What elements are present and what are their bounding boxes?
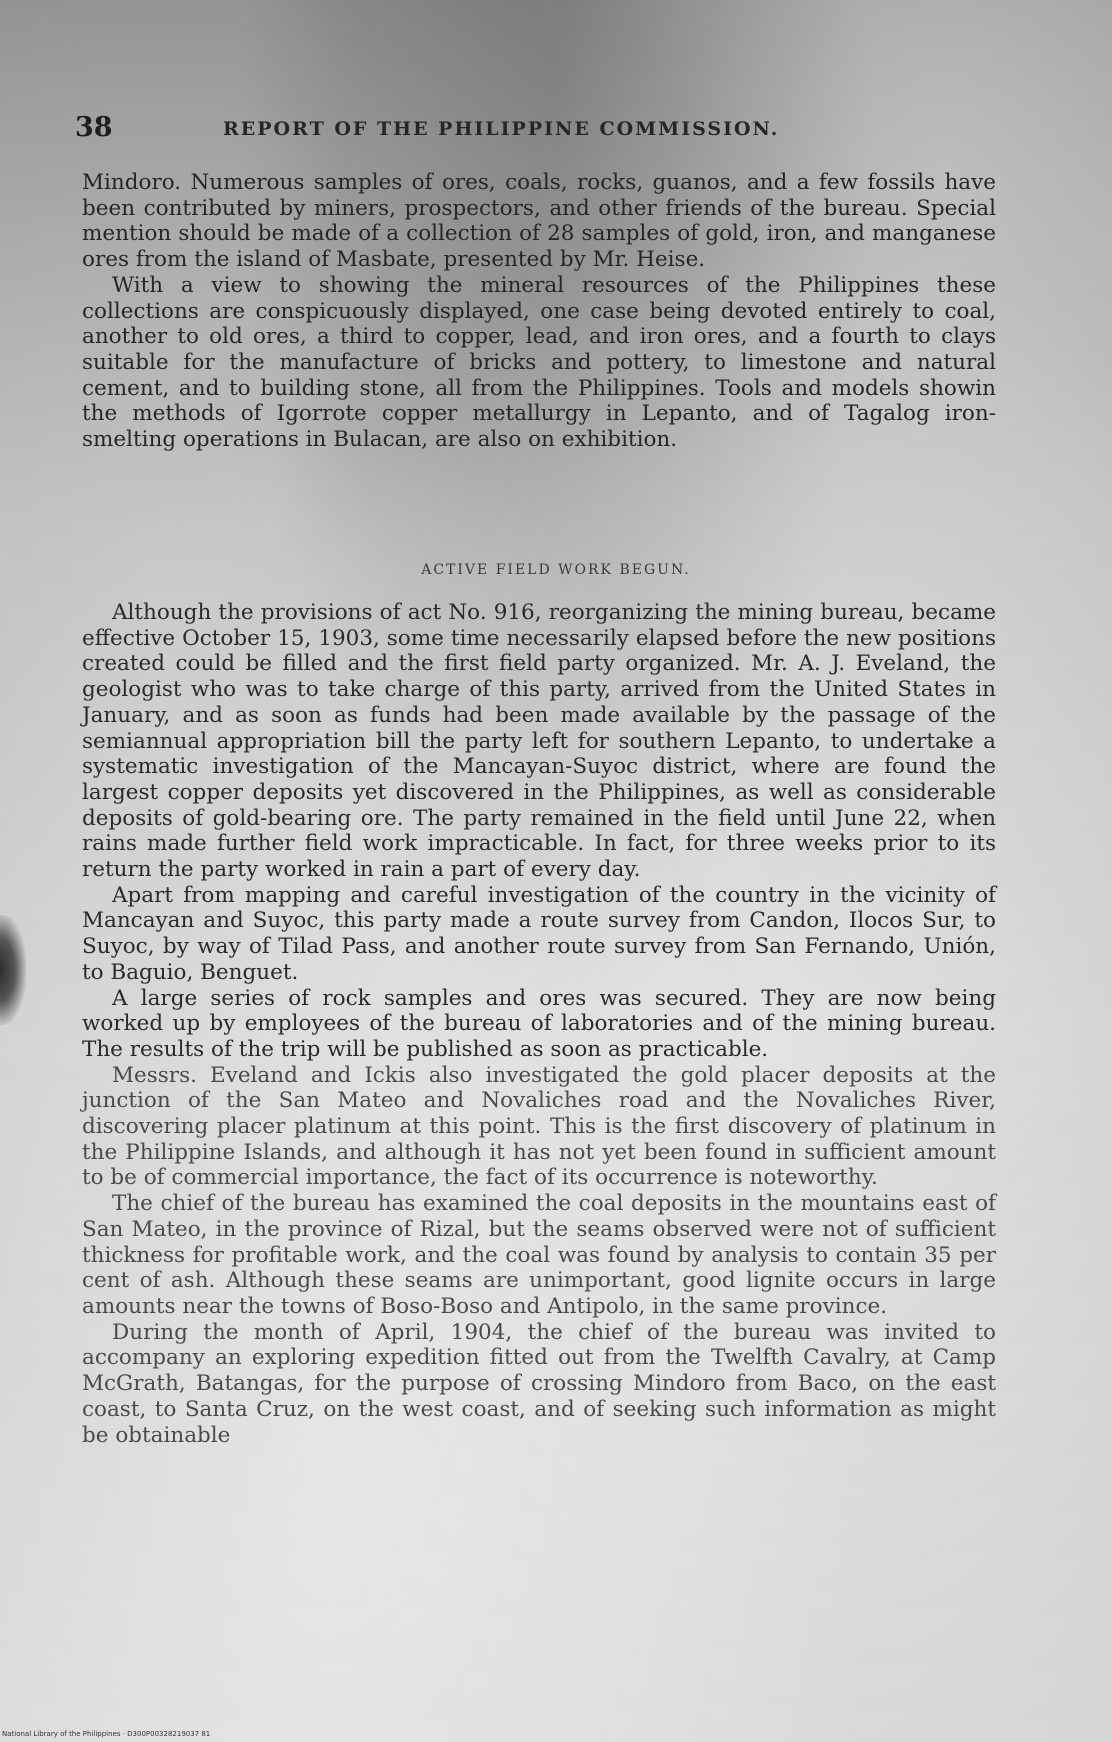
page-edge-blot [0,915,26,1025]
page-header [75,112,905,142]
paragraph: A large series of rock samples and ores was secured. They are now being worked up by employees of the bureau of laboratories and of the mining bureau. The results of the trip will be published as soon as practicable. [82,985,996,1062]
running-head: REPORT OF THE PHILIPPINE COMMISSION. [223,118,780,140]
text-block-main [82,600,996,1448]
text-block-top [82,170,996,453]
paragraph: Apart from mapping and careful investigation of the country in the vicinity of Mancayan and Suyoc, this party made a route survey from Candon, Ilocos Sur, to Suyoc, by way of Tilad Pass, and another route survey from San Fernando, Unión, to Baguio, Benguet. [82,882,996,985]
paragraph: During the month of April, 1904, the chief of the bureau was invited to accompany an exploring expedition fitted out from the Twelfth Cavalry, at Camp McGrath, Batangas, for the purpose of crossing Mindoro from Baco, on the east coast, to Santa Cruz, on the west coast, and of seeking such information as might be obtainable [82,1319,996,1448]
paragraph: The chief of the bureau has examined the coal deposits in the mountains east of San Mateo, in the province of Rizal, but the seams observed were not of sufficient thickness for profitable work, and the coal was found by analysis to contain 35 per cent of ash. Although these seams are unimportant, good lignite occurs in large amounts near the towns of Boso-Boso and Antipolo, in the same province. [82,1191,996,1319]
paragraph: Mindoro. Numerous samples of ores, coals, rocks, guanos, and a few fossils have been contributed by miners, prospectors, and other friends of the bureau. Special mention should be made of a collection of 28 samples of gold, iron, and manganese ores from the island of Masbate, presented by Mr. Heise. [82,170,996,273]
library-stamp: National Library of the Philippines · D300P00328219037 81 [2,1730,211,1738]
page-number: 38 [75,112,113,143]
paragraph: With a view to showing the mineral resources of the Philippines these collections are conspicuously displayed, one case being devoted entirely to coal, another to old ores, a third to copper, lead, and iron ores, and a fourth to clays suitable for the manufacture of bricks and pottery, to limestone and natural cement, and to building stone, all from the Philippines. Tools and models showin the methods of Igorrote copper metallurgy in Lepanto, and of Tagalog iron-smelting operations in Bulacan, are also on exhibition. [82,272,996,453]
paragraph: Messrs. Eveland and Ickis also investigated the gold placer deposits at the junction of the San Mateo and Novaliches road and the Novaliches River, discovering placer platinum at this point. This is the first discovery of platinum in the Philippine Islands, and although it has not yet been found in sufficient amount to be of commercial importance, the fact of its occurrence is noteworthy. [82,1062,996,1191]
paragraph: Although the provisions of act No. 916, reorganizing the mining bureau, became effective October 15, 1903, some time necessarily elapsed before the new positions created could be filled and the first field party organized. Mr. A. J. Eveland, the geologist who was to take charge of this party, arrived from the United States in January, and as soon as funds had been made available by the passage of the semiannual appropriation bill the party left for southern Lepanto, to undertake a systematic investigation of the Mancayan-Suyoc district, where are found the largest copper deposits yet discovered in the Philippines, as well as considerable deposits of gold-bearing ore. The party remained in the field until June 22, when rains made further field work impracticable. In fact, for three weeks prior to its return the party worked in rain a part of every day. [82,600,996,883]
section-heading: ACTIVE FIELD WORK BEGUN. [421,562,691,578]
